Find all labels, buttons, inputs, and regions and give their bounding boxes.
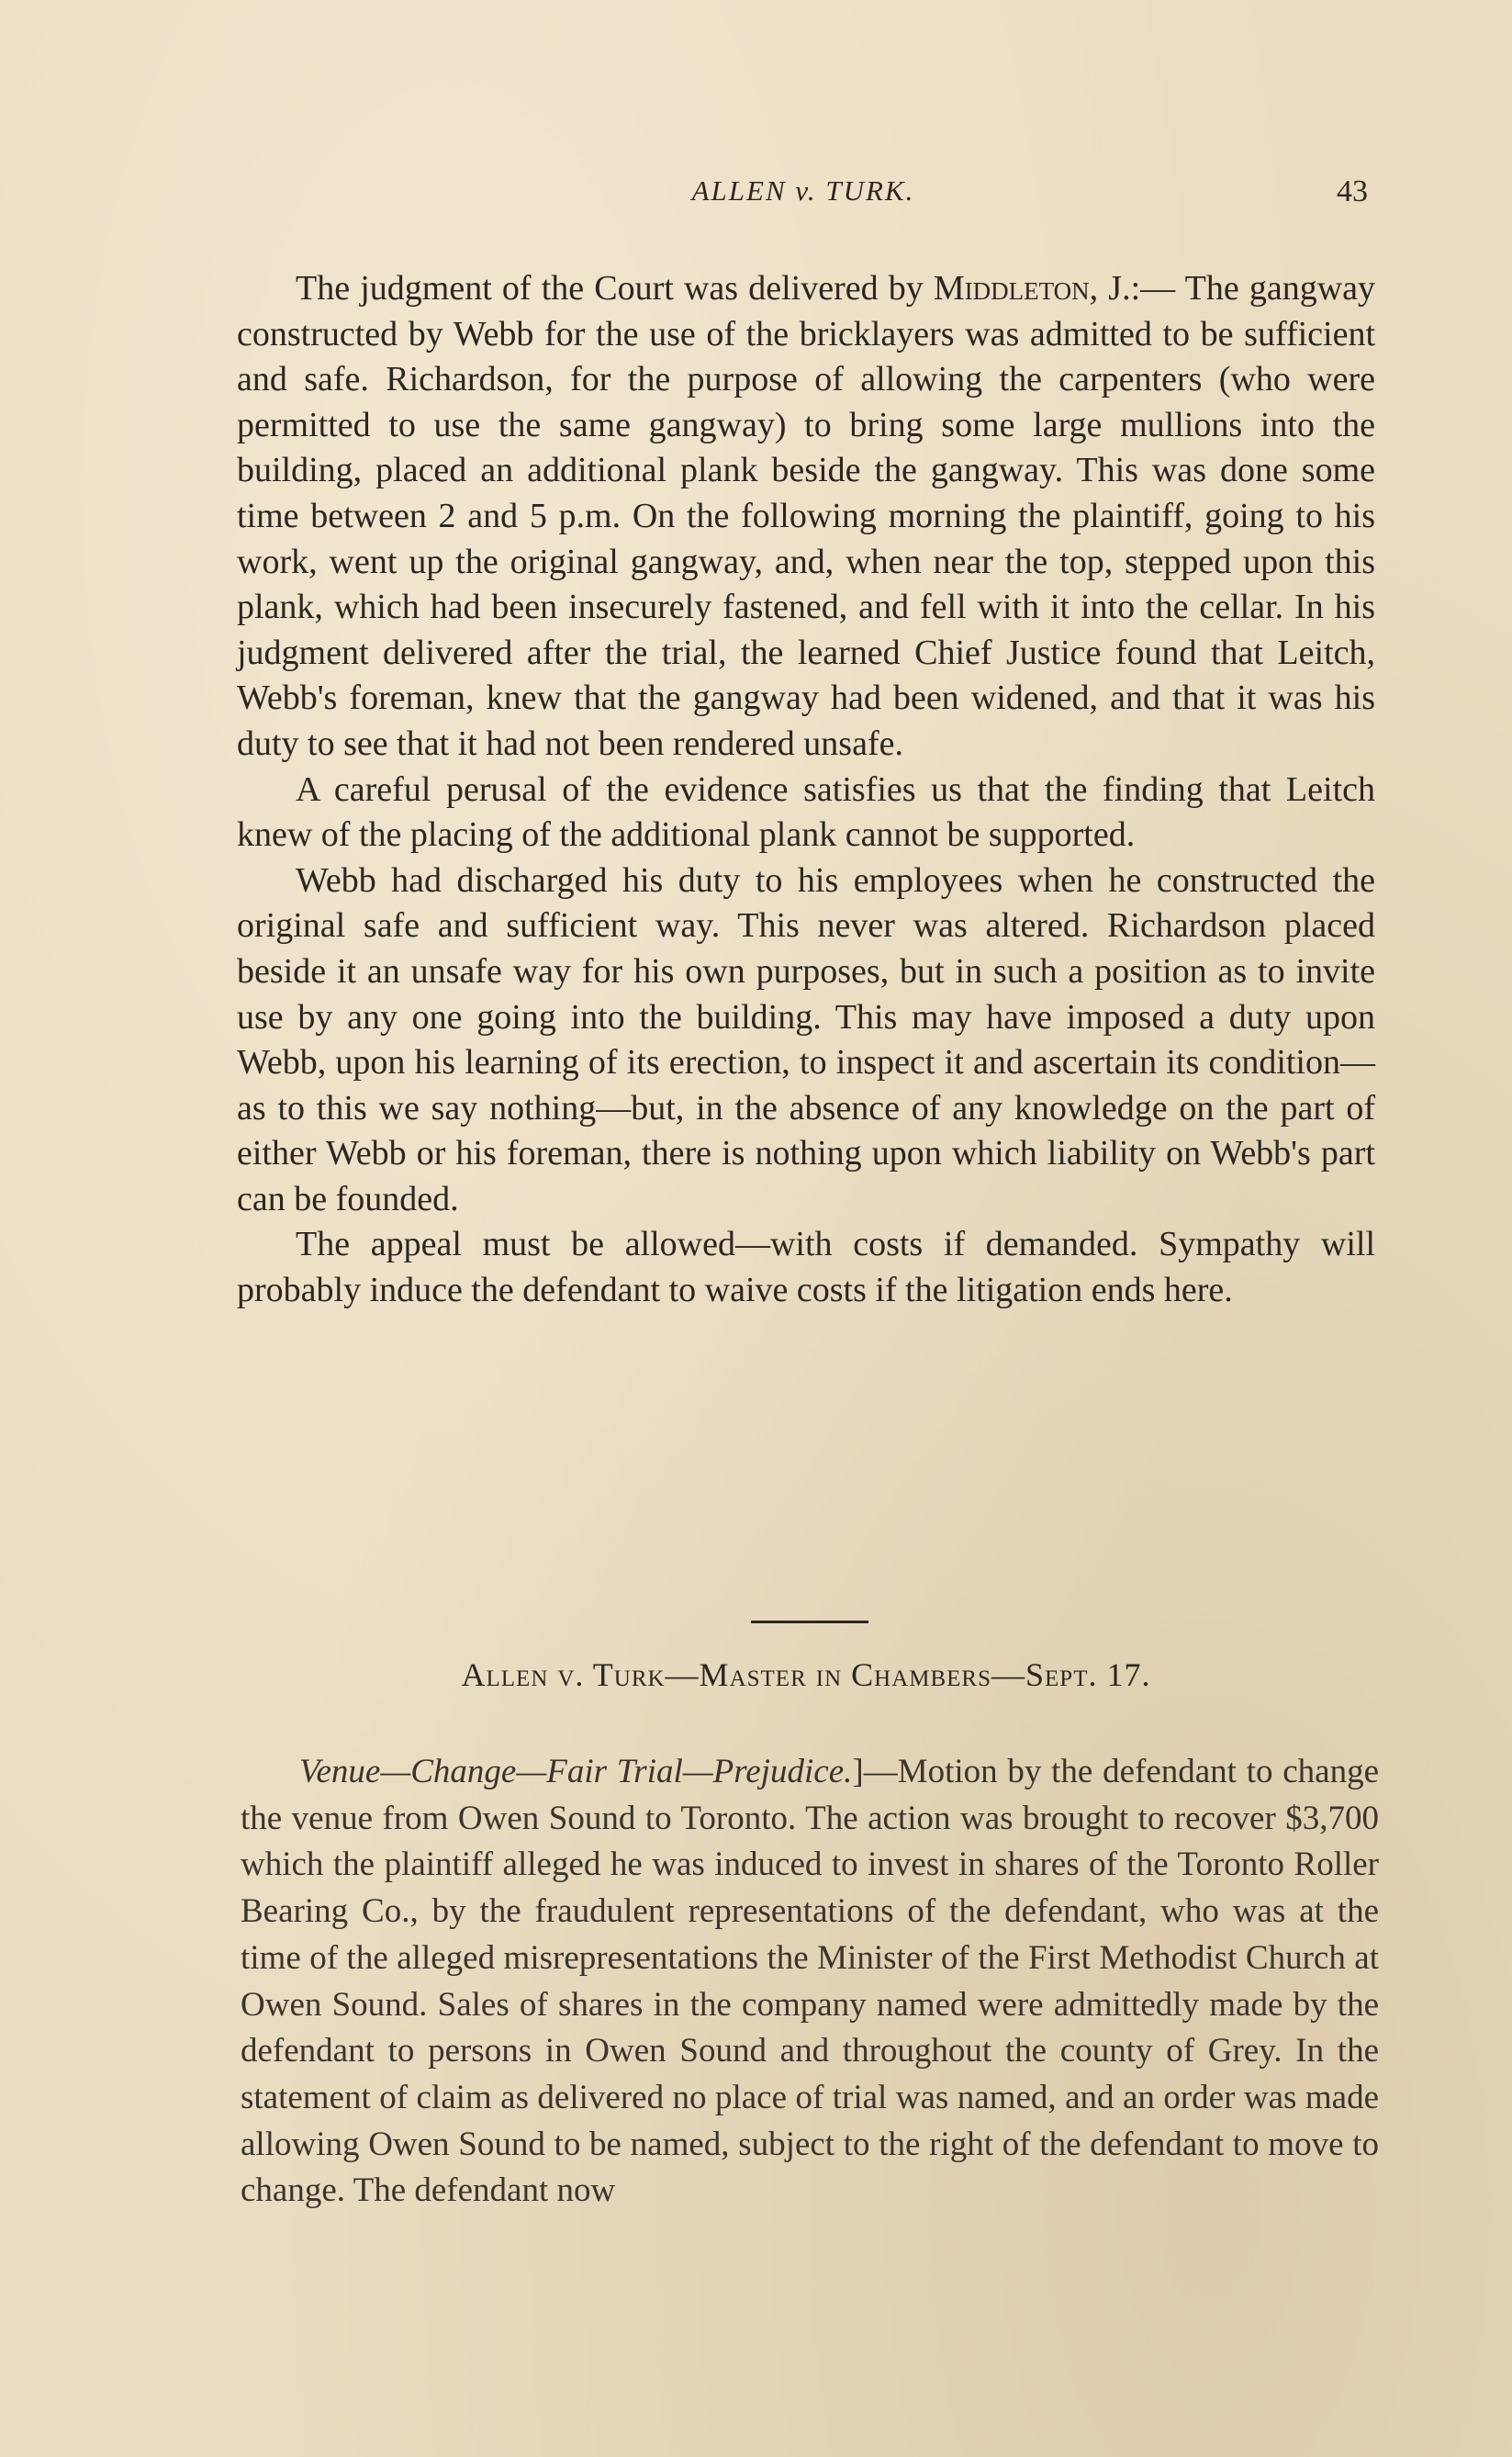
judgment-paragraph-4: The appeal must be allowed—with costs if demanded. Sympathy will probably induce the defendant to waive costs if the litigation ends here. [237,1225,1375,1310]
judgment-paragraph-2: A careful perusal of the evidence satisfies us that the finding that Leitch knew of the placing of the additional plank cannot be supported. [237,769,1375,855]
judgment-paragraph-3: Webb had discharged his duty to his employees when he constructed the original safe and sufficient way. This never was altered. Richardson placed beside it an unsafe way for his own purposes, but in such a position as to invite use by any one going into the building. This may have imposed a duty upon Webb, upon his learning of its erection, to inspect it and ascertain its condition—as to this we say nothing—but, in the absence of any knowledge on the part of either Webb or his foreman, there is nothing upon which liability on Webb's part can be founded. [237,860,1375,1218]
section-divider [751,1621,868,1623]
judge-name: Middleton [933,269,1090,308]
case-body [241,1749,1379,2215]
paragraph-lead: The judgment of the Court was delivered by [296,269,934,308]
running-head [239,174,1368,220]
judgment-paragraph-1 [237,266,1375,768]
paragraph-rest: , J.:— The gangway constructed by Webb for the use of the bricklayers was admitted to be sufficient and safe. Richardson, for the purpose of allowing the carpenters (who were permitted to use the same gangway) to bring some large mullions into the building, placed an additional plank beside the gangway. This was done some time between 2 and 5 p.m. On the following morning the plaintiff, going to his work, went up the original gangway, and, when near the top, stepped upon this plank, which had been insecurely fastened, and fell with it into the cellar. In his judgment delivered after the trial, the learned Chief Justice found that Leitch, Webb's foreman, knew that the gangway had been widened, and that it was his duty to see that it had not been rendered unsafe. [237,269,1376,763]
case-text: ]—Motion by the defendant to change the venue from Owen Sound to Toronto. The action was brought to recover $3,700 which the plaintiff alleged he was induced to invest in shares of the Toronto Roller Bearing Co., by the fraudulent representations of the defendant, who was at the time of the alleged misrepresentations the Minister of the First Methodist Church at Owen Sound. Sales of shares in the company named were admittedly made by the defendant to persons in Owen Sound and throughout the county of Grey. In the statement of claim as delivered no place of trial was named, and an order was made allowing Owen Sound to be named, subject to the right of the defendant to move to change. The defendant now [241,1753,1379,2210]
page-number: 43 [1337,174,1368,208]
judgment-text [237,266,1375,1314]
case-paragraph [241,1749,1379,2215]
case-heading: Allen v. Turk—Master in Chambers—Sept. 17. [461,1656,1151,1693]
case-catchline: Venue—Change—Fair Trial—Prejudice. [299,1753,853,1790]
running-title: ALLEN v. TURK. [691,174,915,207]
